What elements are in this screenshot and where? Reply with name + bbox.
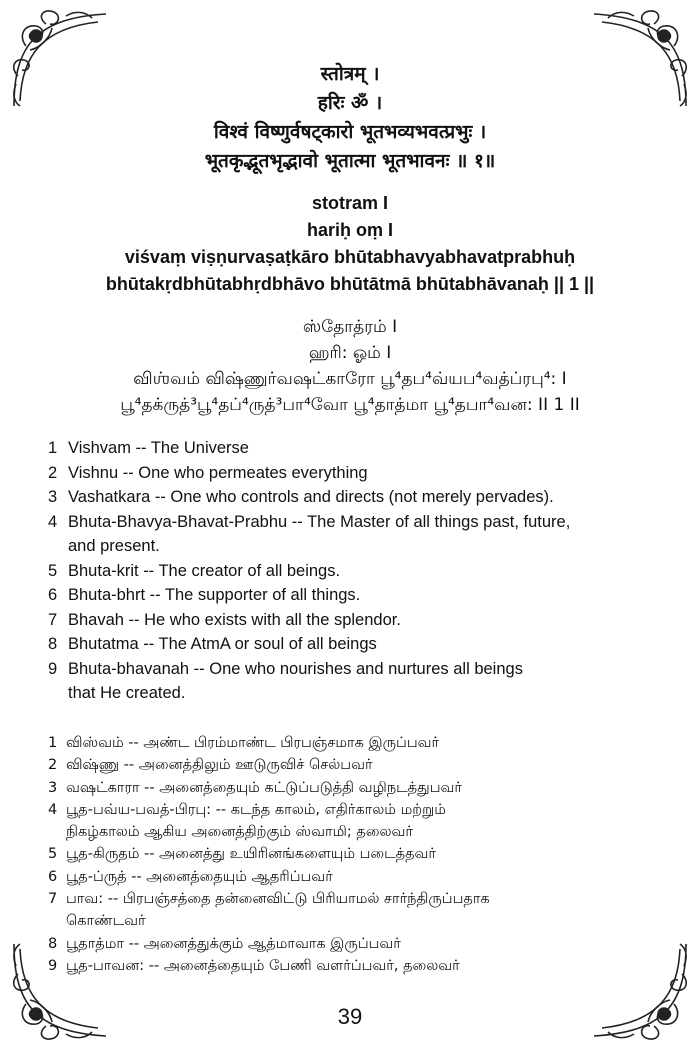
- page-number: 39: [337, 1004, 363, 1029]
- item-number: 9: [48, 659, 58, 678]
- verse-line: viśvaṃ viṣṇurvaṣaṭkāro bhūtabhavyabhavatprabhuḥ: [124, 247, 576, 267]
- item-text-continued: that He created.: [68, 684, 186, 702]
- list-item: [48, 485, 668, 510]
- list-item: [48, 799, 668, 844]
- item-text: பூதாத்மா -- அனைத்துக்கும் ஆத்மாவாக இருப்பவர்: [66, 935, 401, 952]
- verse-line: ஹரி: ஓம் I: [308, 343, 392, 363]
- list-item: [48, 436, 668, 461]
- item-number: 1: [48, 439, 58, 457]
- list-item: [48, 461, 668, 486]
- verse-line: விஶ்வம் விஷ்ணுர்வஷட்காரோ பூ⁴தப⁴வ்யப⁴வத்ப்ரபு⁴: I: [133, 369, 567, 389]
- item-number: 2: [48, 757, 58, 774]
- verse-line: பூ⁴தக்ருத்³பூ⁴தப்⁴ருத்³பா⁴வோ பூ⁴தாத்மா பூ⁴தபா⁴வன: II 1 II: [120, 395, 580, 415]
- list-item: [48, 632, 668, 657]
- item-text: Vashatkara -- One who controls and directs (not merely pervades).: [68, 488, 554, 506]
- item-text: பூத-கிருதம் -- அனைத்து உயிரினங்களையும் படைத்தவர்: [66, 846, 436, 863]
- list-item: [48, 608, 668, 633]
- list-item: [48, 754, 668, 776]
- list-item: [48, 777, 668, 799]
- list-item: [48, 657, 668, 706]
- list-item: [48, 843, 668, 865]
- item-text: Vishnu -- One who permeates everything: [68, 463, 368, 482]
- item-text: பூத-பாவன: -- அனைத்தையும் பேணி வளர்ப்பவர், தலைவர்: [66, 957, 460, 974]
- item-number: 9: [48, 957, 58, 974]
- item-text: Bhuta-bhavanah -- One who nourishes and nurtures all beings: [68, 659, 523, 678]
- tamil-verse: [0, 314, 700, 418]
- tamil-meanings-list: [48, 732, 668, 977]
- item-number: 8: [48, 635, 58, 653]
- item-number: 7: [48, 610, 58, 629]
- list-item: [48, 559, 668, 584]
- item-number: 7: [48, 891, 58, 908]
- verse-line: स्तोत्रम् ।: [320, 63, 380, 85]
- item-number: 4: [48, 512, 58, 531]
- verse-line: bhūtakṛdbhūtabhṛdbhāvo bhūtātmā bhūtabhāvanaḥ || 1 ||: [105, 274, 595, 294]
- item-text-continued: கொண்டவர்: [66, 913, 146, 930]
- item-number: 3: [48, 488, 58, 506]
- item-text: Bhavah -- He who exists with all the splendor.: [68, 610, 401, 629]
- item-text: Bhuta-krit -- The creator of all beings.: [68, 561, 341, 580]
- item-number: 5: [48, 561, 58, 580]
- item-text: Bhuta-bhrt -- The supporter of all things.: [68, 586, 361, 604]
- item-text: பூத-பவ்ய-பவத்-பிரபு: -- கடந்த காலம், எதிர்காலம் மற்றும்: [66, 801, 446, 818]
- item-text: விஷ்ணு -- அனைத்திலும் ஊடுருவிச் செல்பவர்: [66, 757, 373, 774]
- transliteration-verse: [0, 190, 700, 298]
- item-text-continued: நிகழ்காலம் ஆகிய அனைத்திற்கும் ஸ்வாமி; தலைவர்: [66, 824, 413, 841]
- verse-line: stotram I: [311, 193, 389, 213]
- item-number: 2: [48, 463, 58, 482]
- item-text: Vishvam -- The Universe: [68, 439, 249, 457]
- item-number: 4: [48, 801, 58, 818]
- item-number: 6: [48, 586, 58, 604]
- item-text: பாவ: -- பிரபஞ்சத்தை தன்னைவிட்டு பிரியாமல் சார்ந்திருப்பதாக: [66, 891, 490, 908]
- item-number: 1: [48, 735, 58, 751]
- item-number: 8: [48, 935, 58, 952]
- english-meanings-list: [48, 436, 668, 706]
- item-text: Bhutatma -- The AtmA or soul of all beings: [68, 635, 377, 653]
- item-text: Bhuta-Bhavya-Bhavat-Prabhu -- The Master of all things past, future,: [68, 512, 571, 531]
- item-number: 5: [48, 846, 58, 863]
- verse-line: ஸ்தோத்ரம் I: [302, 317, 398, 337]
- item-number: 3: [48, 779, 58, 796]
- item-text: வஷட்காரா -- அனைத்தையும் கட்டுப்படுத்தி வழிநடத்துபவர்: [66, 779, 462, 796]
- verse-line: हरिः ॐ ।: [317, 92, 383, 114]
- verse-line: विश्वं विष्णुर्वषट्कारो भूतभव्यभवत्प्रभुः ।: [213, 121, 487, 143]
- list-item: [48, 583, 668, 608]
- list-item: [48, 955, 668, 977]
- verse-line: hariḥ oṃ I: [306, 220, 393, 240]
- verse-line: भूतकृद्भूतभृद्भावो भूतात्मा भूतभावनः ॥ १॥: [204, 150, 496, 172]
- item-number: 6: [48, 868, 58, 885]
- list-item: [48, 510, 668, 559]
- item-text-continued: and present.: [68, 537, 160, 555]
- list-item: [48, 866, 668, 888]
- list-item: [48, 888, 668, 933]
- list-item: [48, 933, 668, 955]
- list-item: [48, 732, 668, 754]
- item-text: விஸ்வம் -- அண்ட பிரம்மாண்ட பிரபஞ்சமாக இருப்பவர்: [66, 735, 440, 751]
- sanskrit-verse: [0, 60, 700, 176]
- item-text: பூத-ப்ருத் -- அனைத்தையும் ஆதரிப்பவர்: [66, 868, 333, 885]
